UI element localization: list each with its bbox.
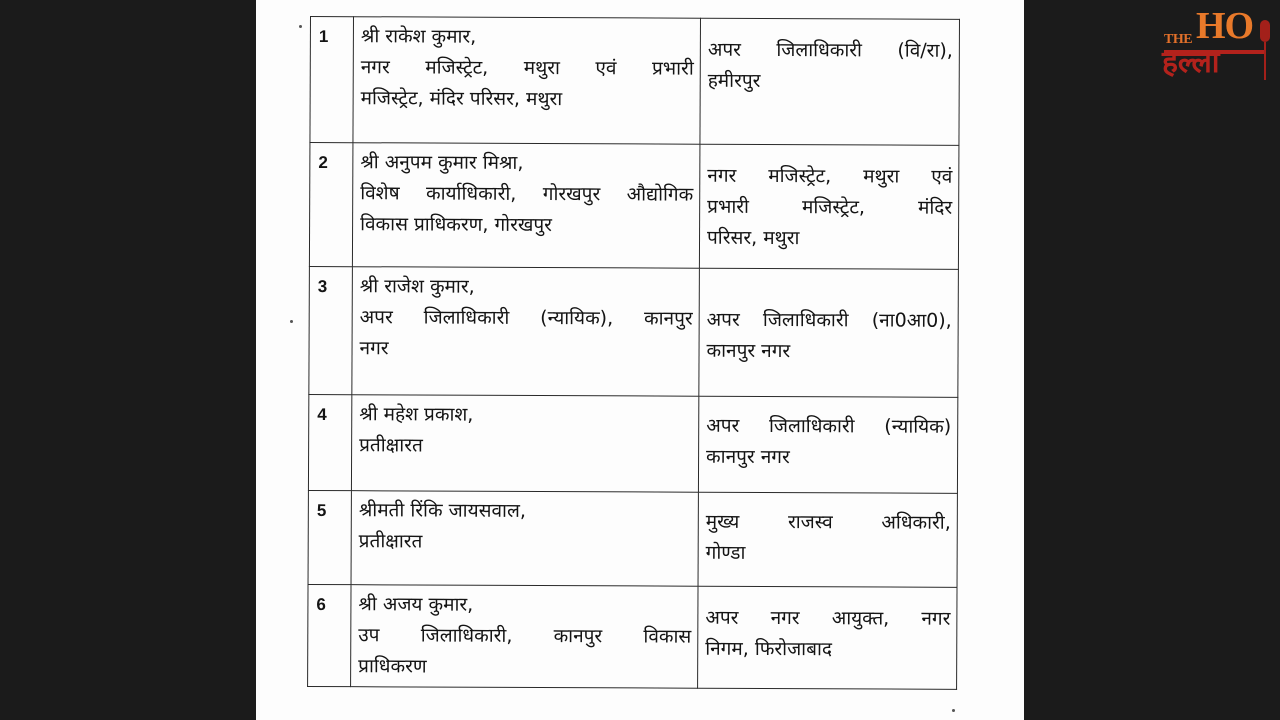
new-posting-line: अपर जिलाधिकारी (न्यायिक) (706, 414, 952, 438)
serial-number: 3 (309, 266, 353, 394)
current-post-line: विशेष कार्याधिकारी, गोरखपुर औद्योगिक (360, 182, 694, 206)
table-row (308, 490, 957, 587)
new-posting (698, 586, 957, 689)
microphone-icon (1260, 20, 1270, 42)
new-posting-line: हमीरपुर (707, 69, 761, 92)
new-posting-line: निगम, फिरोजाबाद (705, 637, 833, 661)
officer-current-post (352, 267, 700, 397)
new-posting (699, 268, 959, 397)
new-posting-line: अपर जिलाधिकारी (ना0आ0), (706, 308, 952, 332)
table-row (310, 17, 960, 146)
logo-the-text: THE (1164, 32, 1193, 47)
serial-number: 5 (308, 490, 351, 584)
current-post-line: प्रतीक्षारत (359, 434, 423, 457)
officer-current-post (351, 491, 698, 587)
current-post-line: मजिस्ट्रेट, मंदिर परिसर, मथुरा (360, 87, 563, 111)
serial-number: 6 (308, 584, 351, 686)
scan-speck (952, 709, 955, 712)
scan-speck (299, 25, 302, 28)
new-posting-line: प्रभारी मजिस्ट्रेट, मंदिर (707, 195, 953, 219)
current-post-line: उप जिलाधिकारी, कानपुर विकास (358, 624, 692, 648)
new-posting-line: अपर जिलाधिकारी (वि/रा), (707, 38, 953, 62)
officer-current-post (353, 17, 701, 145)
officer-name: श्रीमती रिंकि जायसवाल, (358, 499, 526, 522)
microphone-stand-icon (1264, 42, 1266, 80)
new-posting-line: गोण्डा (705, 541, 746, 564)
officer-name: श्री राजेश कुमार, (359, 275, 475, 298)
transfer-order-table (307, 16, 960, 690)
logo-ho-text: HO (1196, 5, 1254, 47)
new-posting (698, 492, 957, 587)
current-post-line: प्रतीक्षारत (358, 530, 423, 553)
officer-name: श्री महेश प्रकाश, (359, 403, 474, 426)
the-ho-halla-logo (1162, 6, 1274, 84)
new-posting-line: परिसर, मथुरा (706, 226, 800, 250)
table-row (308, 394, 957, 493)
new-posting-line: कानपुर नगर (706, 445, 790, 469)
officer-name: श्री अजय कुमार, (358, 593, 474, 616)
new-posting-line: अपर नगर आयुक्त, नगर (705, 606, 951, 630)
table-row (309, 143, 959, 270)
new-posting-line: कानपुर नगर (706, 339, 791, 363)
logo-halla-text: हल्ला (1162, 45, 1220, 80)
new-posting-line: नगर मजिस्ट्रेट, मथुरा एवं (707, 164, 953, 188)
current-post-line: अपर जिलाधिकारी (न्यायिक), कानपुर (359, 306, 693, 330)
current-post-line: प्राधिकरण (358, 655, 427, 678)
new-posting (698, 396, 957, 493)
current-post-line: विकास प्राधिकरण, गोरखपुर (360, 213, 553, 237)
table-row (309, 266, 959, 397)
serial-number: 2 (309, 143, 353, 267)
serial-number: 4 (308, 394, 351, 490)
table-row (308, 584, 957, 689)
officer-current-post (351, 395, 698, 493)
officer-current-post (351, 585, 698, 689)
new-posting (699, 144, 959, 269)
scan-speck (290, 320, 293, 323)
new-posting (700, 18, 960, 145)
new-posting-line: मुख्य राजस्व अधिकारी, (705, 510, 951, 534)
officer-name: श्री राकेश कुमार, (360, 25, 477, 48)
officer-name: श्री अनुपम कुमार मिश्रा, (360, 151, 524, 174)
serial-number: 1 (310, 17, 354, 143)
current-post-line: नगर मजिस्ट्रेट, मथुरा एवं प्रभारी (360, 56, 694, 80)
officer-current-post (352, 143, 700, 269)
current-post-line: नगर (359, 337, 389, 360)
